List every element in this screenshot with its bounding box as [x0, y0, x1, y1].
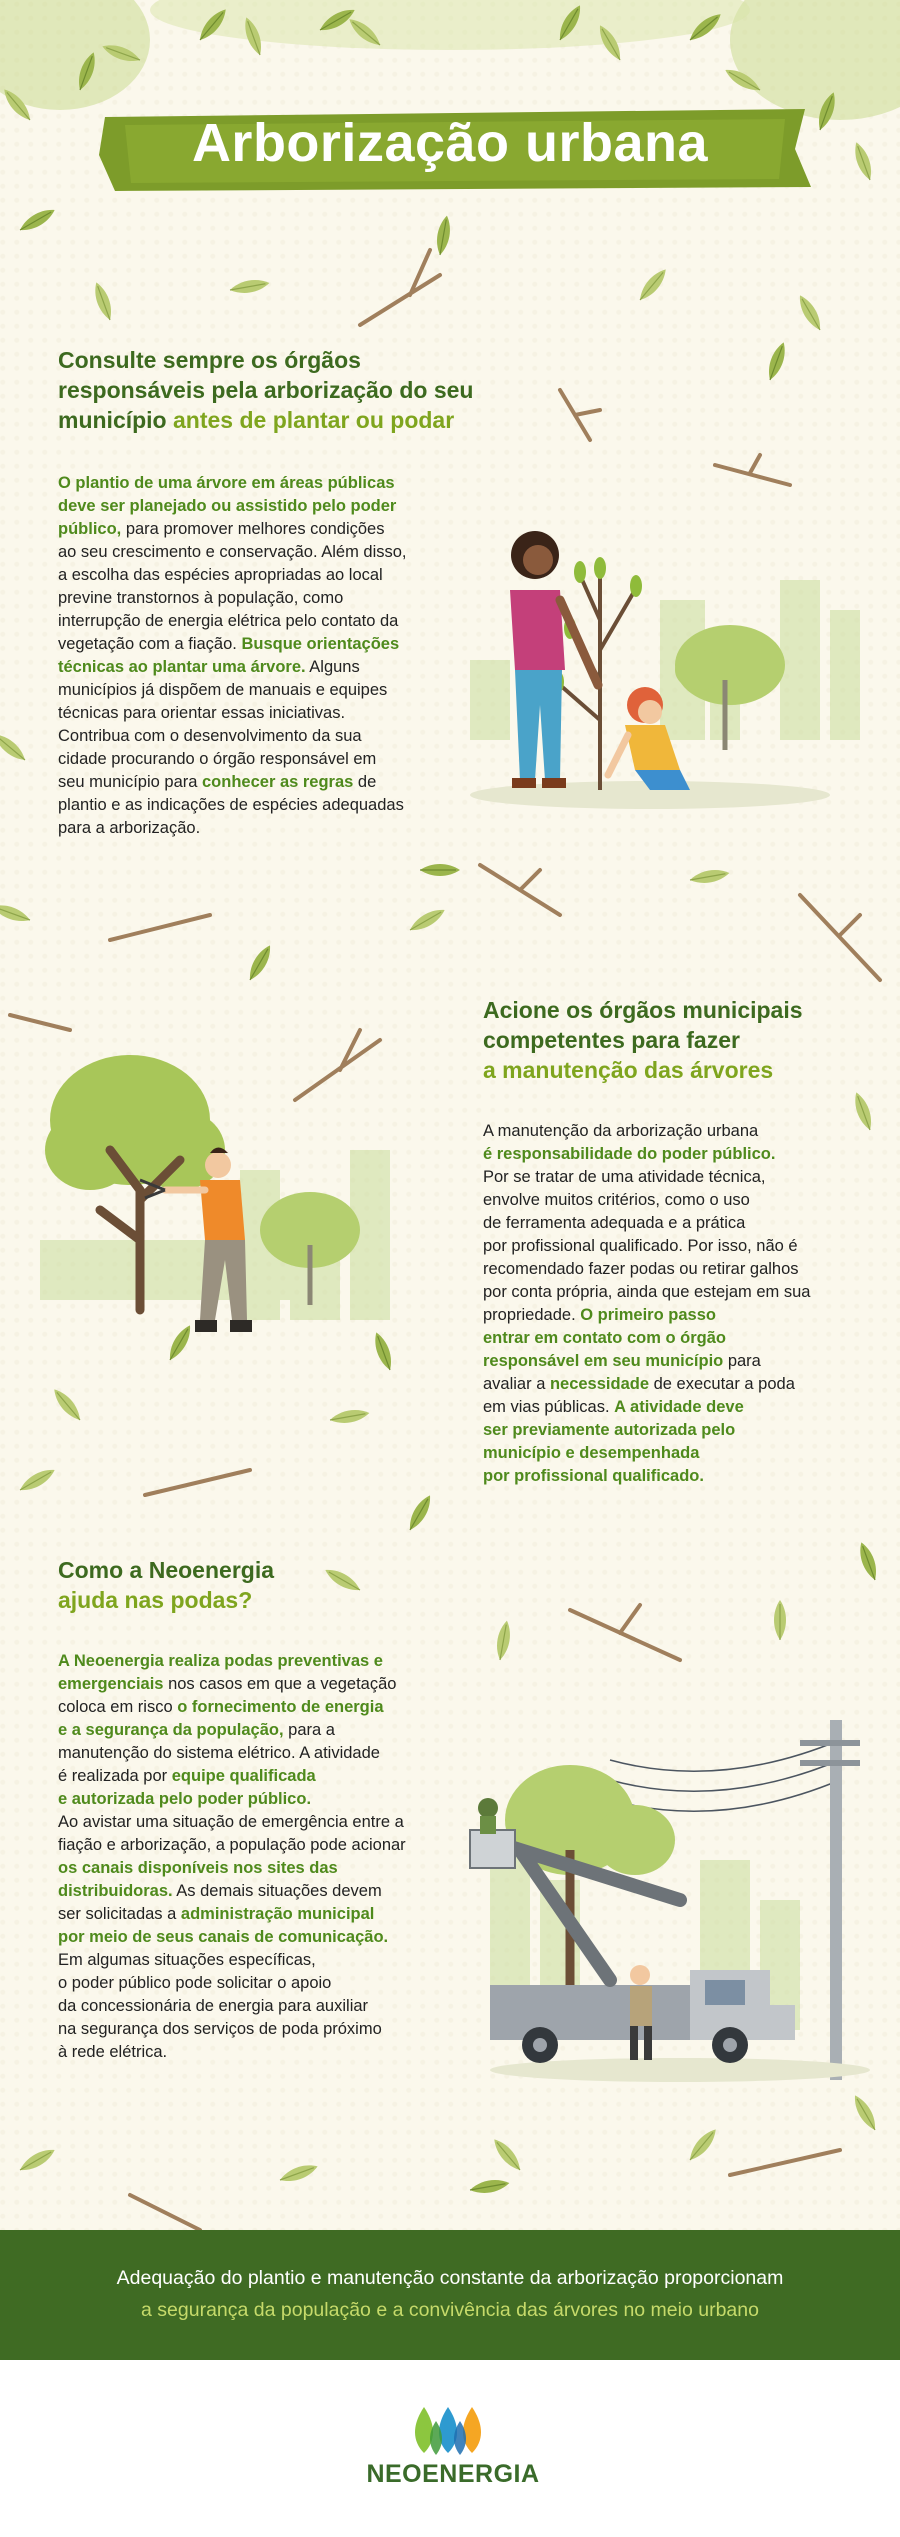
s2-text: ser previamente autorizada pelo: [483, 1421, 736, 1439]
section2-heading-line2: competentes para fazer: [483, 1027, 740, 1053]
section1-heading-line3: município: [58, 407, 167, 433]
s2-text: O primeiro passo: [580, 1306, 716, 1324]
s1-text: previne transtornos à população, como: [58, 589, 344, 607]
section3-heading-line1: Como a Neoenergia: [58, 1557, 274, 1583]
s1-text: público,: [58, 520, 122, 538]
s2-text: A manutenção da arborização urbana: [483, 1122, 759, 1140]
s3-text: A Neoenergia realiza podas preventivas e: [58, 1652, 383, 1670]
s2-text: avaliar a: [483, 1375, 550, 1393]
s3-text: equipe qualificada: [171, 1767, 316, 1785]
s2-text: A atividade deve: [614, 1398, 744, 1416]
s3-text: da concessionária de energia para auxiliar: [58, 1997, 369, 2015]
s2-text: necessidade: [549, 1375, 650, 1393]
s3-text: fiação e arborização, a população pode acionar: [58, 1836, 406, 1854]
s2-text: propriedade.: [483, 1306, 581, 1324]
s2-text: entrar em contato com o órgão: [483, 1329, 726, 1347]
s3-text: distribuidoras.: [58, 1882, 173, 1900]
s3-text: na segurança dos serviços de poda próximo: [58, 2020, 382, 2038]
s3-text: As demais situações devem: [172, 1882, 382, 1900]
pruning-illustration: [40, 1040, 440, 1360]
footer-line1: Adequação do plantio e manutenção constante da arborização proporcionam: [116, 2267, 784, 2289]
s1-text: para promover melhores condições: [121, 520, 385, 538]
s1-text: de: [353, 773, 377, 791]
section2-heading: [483, 995, 883, 1085]
s1-text: técnicas para orientar essas iniciativas.: [58, 704, 346, 722]
s3-text: o poder público pode solicitar o apoio: [58, 1974, 332, 1992]
s1-text: a escolha das espécies apropriadas ao local: [58, 566, 383, 584]
neoenergia-logo-text: NEOENERGIA: [366, 2460, 540, 2488]
s1-text: seu município para: [58, 773, 202, 791]
section3-paragraph: [58, 1650, 478, 2064]
s3-text: manutenção do sistema elétrico. A atividade: [58, 1744, 380, 1762]
section3-heading: [58, 1555, 458, 1615]
section1-heading-line2: responsáveis pela arborização do seu: [58, 377, 474, 403]
planting-illustration: [450, 480, 870, 820]
s1-text: interrupção de energia elétrica pelo contato da: [58, 612, 399, 630]
s3-text: Ao avistar uma situação de emergência entre a: [58, 1813, 404, 1831]
s1-text: deve ser planejado ou assistido pelo poder: [58, 497, 397, 515]
s3-text: emergenciais: [58, 1675, 164, 1693]
s3-text: administração municipal: [180, 1905, 375, 1923]
s2-text: por profissional qualificado.: [483, 1467, 704, 1485]
section2-heading-line1: Acione os órgãos municipais: [483, 997, 803, 1023]
s3-text: coloca em risco: [58, 1698, 178, 1716]
s1-text: O plantio de uma árvore em áreas públicas: [58, 474, 395, 492]
s3-text: para a: [283, 1721, 335, 1739]
section1-heading-highlight: antes de plantar ou podar: [173, 407, 455, 433]
s1-text: vegetação com a fiação.: [58, 635, 242, 653]
s1-text: ao seu crescimento e conservação. Além disso,: [58, 543, 407, 561]
s2-text: é responsabilidade do poder público.: [483, 1145, 776, 1163]
section1-heading: [58, 345, 518, 435]
utility-truck-illustration: [460, 1700, 880, 2090]
section1-heading-line1: Consulte sempre os órgãos: [58, 347, 361, 373]
s2-text: envolve muitos critérios, como o uso: [483, 1191, 750, 1209]
page-title: Arborização urbana: [191, 113, 709, 173]
s1-text: para a arborização.: [58, 819, 201, 837]
section1-paragraph: [58, 472, 458, 840]
s3-text: à rede elétrica.: [58, 2043, 168, 2061]
s2-text: em vias públicas.: [483, 1398, 615, 1416]
s2-text: por profissional qualificado. Por isso, não é: [483, 1237, 798, 1255]
s2-text: recomendado fazer podas ou retirar galhos: [483, 1260, 799, 1278]
section3-heading-highlight: ajuda nas podas?: [58, 1587, 253, 1613]
footer-line2: a segurança da população e a convivência das árvores no meio urbano: [141, 2299, 759, 2321]
s3-text: o fornecimento de energia: [177, 1698, 384, 1716]
s1-text: Alguns: [305, 658, 360, 676]
s1-text: municípios já dispõem de manuais e equipes: [58, 681, 388, 699]
s1-text: técnicas ao plantar uma árvore.: [58, 658, 306, 676]
section2-heading-highlight: a manutenção das árvores: [483, 1057, 774, 1083]
s1-text: plantio e as indicações de espécies adequadas: [58, 796, 404, 814]
s3-text: os canais disponíveis nos sites das: [58, 1859, 338, 1877]
footer-message: [0, 2262, 900, 2326]
s1-text: Busque orientações: [241, 635, 400, 653]
s1-text: cidade procurando o órgão responsável em: [58, 750, 377, 768]
s3-text: por meio de seus canais de comunicação.: [58, 1928, 389, 1946]
s3-text: é realizada por: [58, 1767, 172, 1785]
s3-text: Em algumas situações específicas,: [58, 1951, 316, 1969]
s2-text: Por se tratar de uma atividade técnica,: [483, 1168, 766, 1186]
s3-text: nos casos em que a vegetação: [163, 1675, 397, 1693]
s2-text: de executar a poda: [649, 1375, 795, 1393]
s3-text: e a segurança da população,: [58, 1721, 284, 1739]
s3-text: ser solicitadas a: [58, 1905, 181, 1923]
section2-paragraph: [483, 1120, 883, 1488]
s2-text: município e desempenhada: [483, 1444, 700, 1462]
s2-text: por conta própria, ainda que estejam em sua: [483, 1283, 811, 1301]
s2-text: para: [723, 1352, 761, 1370]
s1-text: conhecer as regras: [202, 773, 354, 791]
s2-text: de ferramenta adequada e a prática: [483, 1214, 746, 1232]
s1-text: Contribua com o desenvolvimento da sua: [58, 727, 362, 745]
s3-text: e autorizada pelo poder público.: [58, 1790, 312, 1808]
s2-text: responsável em seu município: [483, 1352, 724, 1370]
